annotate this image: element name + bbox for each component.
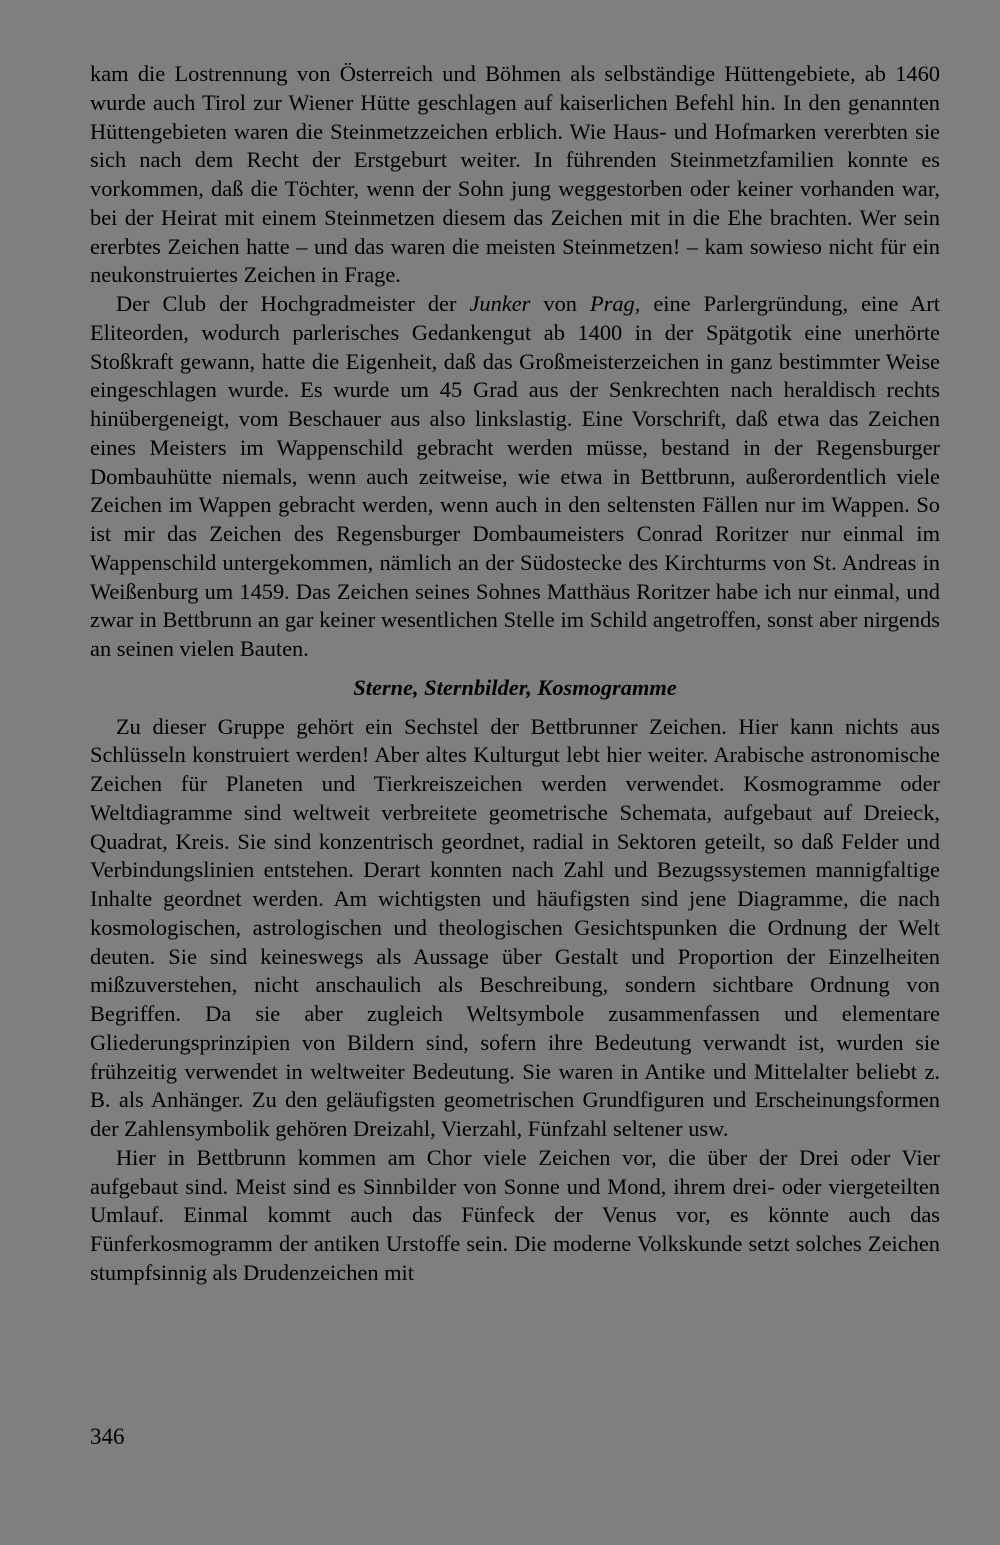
paragraph-2-text-b: von (530, 291, 590, 316)
paragraph-2-text-a: Der Club der Hochgradmeister der (116, 291, 470, 316)
paragraph-2-text-c: eine Parlergründung, eine Art Eliteorden, wodurch parlerisches Gedankengut ab 1400 in der Spätgotik eine unerhörte Stoßkraft gewann, hatte die Eigenheit, daß das Großmeisterzeichen in ganz bestimmter Weise eingeschlagen wurde. Es wurde um 45 Grad aus der Senkrechten nach heraldisch rechts hinübergeneigt, vom Beschauer aus also linkslastig. Eine Vorschrift, daß etwa das Zeichen eines Meisters im Wappenschild gebracht werden müsse, bestand in der Regensburger Dombauhütte niemals, wenn auch zeitweise, wie etwa in Bettbrunn, außerordentlich viele Zeichen im Wappen gebracht werden, wenn auch in den seltensten Fällen nur im Wappen. So ist mir das Zeichen des Regensburger Dombaumeisters Conrad Roritzer nur einmal im Wappenschild untergekommen, nämlich an der Südostecke des Kirchturms von St. Andreas in Weißenburg um 1459. Das Zeichen seines Sohnes Matthäus Roritzer habe ich nur einmal, und zwar in Bettbrunn an gar keiner wesentlichen Stelle im Schild angetroffen, sonst aber nirgends an seinen vielen Bauten. (90, 291, 940, 661)
junker-term: Junker (469, 291, 531, 316)
page-number: 346 (90, 1424, 125, 1449)
paragraph-4: Hier in Bettbrunn kommen am Chor viele Zeichen vor, die über der Drei oder Vier aufgebaut sind. Meist sind es Sinnbilder von Sonne und Mond, ihrem drei- oder viergeteilten Umlauf. Einmal kommt auch das Fünfeck der Venus vor, es könnte auch das Fünferkosmogramm der antiken Urstoffe sein. Die moderne Volkskunde setzt solches Zeichen stumpfsinnig als Drudenzeichen mit (90, 1144, 940, 1285)
paragraph-2 (90, 290, 940, 664)
section-heading: Sterne, Sternbilder, Kosmogramme (353, 674, 677, 700)
paragraph-3: Zu dieser Gruppe gehört ein Sechstel der Bettbrunner Zeichen. Hier kann nichts aus Schlüsseln konstruiert werden! Aber altes Kulturgut lebt hier weiter. Arabische astronomische Zeichen für Planeten und Tierkreiszeichen werden verwendet. Kosmogramme oder Weltdiagramme sind weltweit verbreitete geometrische Schemata, aufgebaut auf Dreieck, Quadrat, Kreis. Sie sind konzentrisch geordnet, radial in Sektoren geteilt, so daß Felder und Verbindungslinien entstehen. Derart konnten nach Zahl und Bezugssystemen mannigfaltige Inhalte geordnet werden. Am wichtigsten und häufigsten sind jene Diagramme, die nach kosmologischen, astrologischen und theologischen Gesichtspunken die Ordnung der Welt deuten. Sie sind keineswegs als Aussage über Gestalt und Proportion der Einzelheiten mißzuverstehen, nicht anschaulich als Beschreibung, sondern sichtbare Ordnung von Begriffen. Da sie aber zugleich Weltsymbole zusammenfassen und elementare Gliederungsprinzipien von Bildern sind, sofern ihre Bedeutung verwandt ist, wurden sie frühzeitig verwendet in weltweiter Bedeutung. Sie waren in Antike und Mittelalter beliebt z. B. als Anhänger. Zu den geläufigsten geometrischen Grundfiguren und Erscheinungsformen der Zahlensymbolik gehören Dreizahl, Vierzahl, Fünfzahl seltener usw. (90, 713, 940, 1141)
paragraph-1: kam die Lostrennung von Österreich und Böhmen als selbständige Hüttengebiete, ab 1460 wurde auch Tirol zur Wiener Hütte geschlagen auf kaiserlichen Befehl hin. In den genannten Hüttengebieten waren die Steinmetzzeichen erblich. Wie Haus- und Hofmarken vererbten sie sich nach dem Recht der Erstgeburt weiter. In führenden Steinmetzfamilien konnte es vorkommen, daß die Töchter, wenn der Sohn jung weggestorben oder keiner vorhanden war, bei der Heirat mit einem Steinmetzen diesem das Zeichen mit in die Ehe brachten. Wer sein ererbtes Zeichen hatte – und das waren die meisten Steinmetzen! – kam sowieso nicht für ein neukonstruiertes Zeichen in Frage. (90, 61, 940, 288)
prag-term: Prag, (589, 291, 641, 316)
page-body (90, 60, 940, 1288)
